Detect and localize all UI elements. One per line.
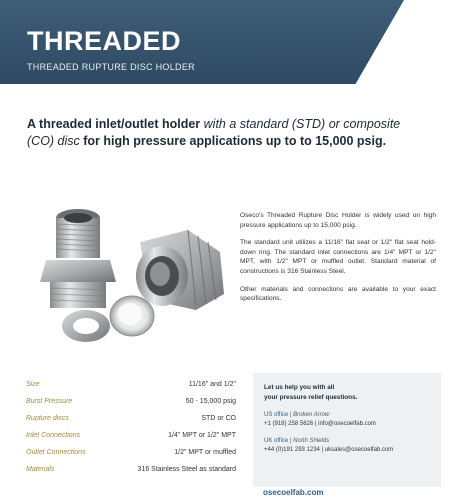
spec-label: Size [26, 381, 40, 388]
intro-statement [27, 116, 427, 150]
outlet-body [136, 230, 224, 310]
us-office-city: Broken Arrow [293, 412, 330, 418]
uk-office-block [264, 437, 430, 455]
spec-value: 316 Stainless Steel as standard [137, 466, 236, 473]
spec-value: STD or CO [201, 415, 236, 422]
spec-label: Inlet Connections [26, 432, 81, 439]
page-title: THREADED [27, 26, 182, 56]
contact-heading-line: your pressure relief questions. [264, 394, 358, 401]
website-link[interactable]: osecoelfab.com [263, 488, 324, 497]
uk-office-title: UK office | North Shields [264, 438, 330, 444]
spec-row [26, 461, 236, 478]
contact-heading [264, 383, 430, 403]
spec-label: Rupture discs [26, 415, 69, 422]
uk-office-label: UK office [264, 438, 289, 444]
spec-row [26, 427, 236, 444]
us-email-link[interactable]: info@osecoelfab.com [318, 421, 376, 427]
description-paragraph: The standard unit utilizes a 11/16" flat seat or 1/2" flat seat hold-down ring. The standard inlet connections are 1/4" MPT or 1/2" MPT, with 1/2" MPT or muffled outlet. Standard material of constructions is 316 Stainless Steel. [240, 239, 436, 275]
spec-value: 1/4" MPT or 1/2" MPT [168, 432, 236, 439]
uk-office-city: North Shields [293, 438, 330, 444]
description-paragraph: Other materials and connections are available to your exact specifications. [240, 285, 436, 303]
uk-phone[interactable]: +44 (0)191 293 1234 [264, 447, 320, 453]
product-image [20, 186, 230, 366]
spec-label: Outlet Connections [26, 449, 86, 456]
us-office-contact: +1 (918) 258 5626 | info@osecoelfab.com [264, 421, 376, 427]
spec-label: Burst Pressure [26, 398, 73, 405]
us-office-title: US office | Broken Arrow [264, 412, 330, 418]
spec-label: Materials [26, 466, 55, 473]
intro-italic-1: with a standard (STD) or composite (CO) disc [27, 117, 401, 148]
spec-row [26, 410, 236, 427]
threaded-inlet-fitting [40, 209, 116, 308]
spec-row [26, 376, 236, 393]
intro-bold-2: for high pressure applications up to to 15,000 psig. [79, 134, 387, 148]
contact-heading-line: Let us help you with all [264, 384, 335, 391]
us-office-block [264, 411, 430, 429]
contact-box [253, 373, 441, 487]
description-paragraph: Oseco's Threaded Rupture Disc Holder is widely used on high pressure applications up to 15,000 psig. [240, 212, 436, 229]
uk-email-link[interactable]: uksales@osecoelfab.com [324, 447, 394, 453]
spec-value: 1/2" MPT or muffled [174, 449, 236, 456]
page-subtitle: THREADED RUPTURE DISC HOLDER [27, 62, 195, 72]
spec-value: 11/16" and 1/2" [188, 381, 236, 388]
rupture-disc [110, 296, 154, 336]
spec-row [26, 444, 236, 461]
hold-down-ring [62, 310, 110, 342]
intro-bold-1: A threaded inlet/outlet holder [27, 117, 201, 131]
header [0, 0, 454, 88]
spec-row [26, 393, 236, 410]
us-office-label: US office [264, 412, 289, 418]
us-phone[interactable]: +1 (918) 258 5626 [264, 421, 314, 427]
spec-value: 50 - 15,000 psig [185, 398, 236, 405]
product-description [240, 211, 436, 312]
uk-office-contact: +44 (0)191 293 1234 | uksales@osecoelfab.com [264, 447, 394, 453]
spec-table [26, 376, 236, 478]
